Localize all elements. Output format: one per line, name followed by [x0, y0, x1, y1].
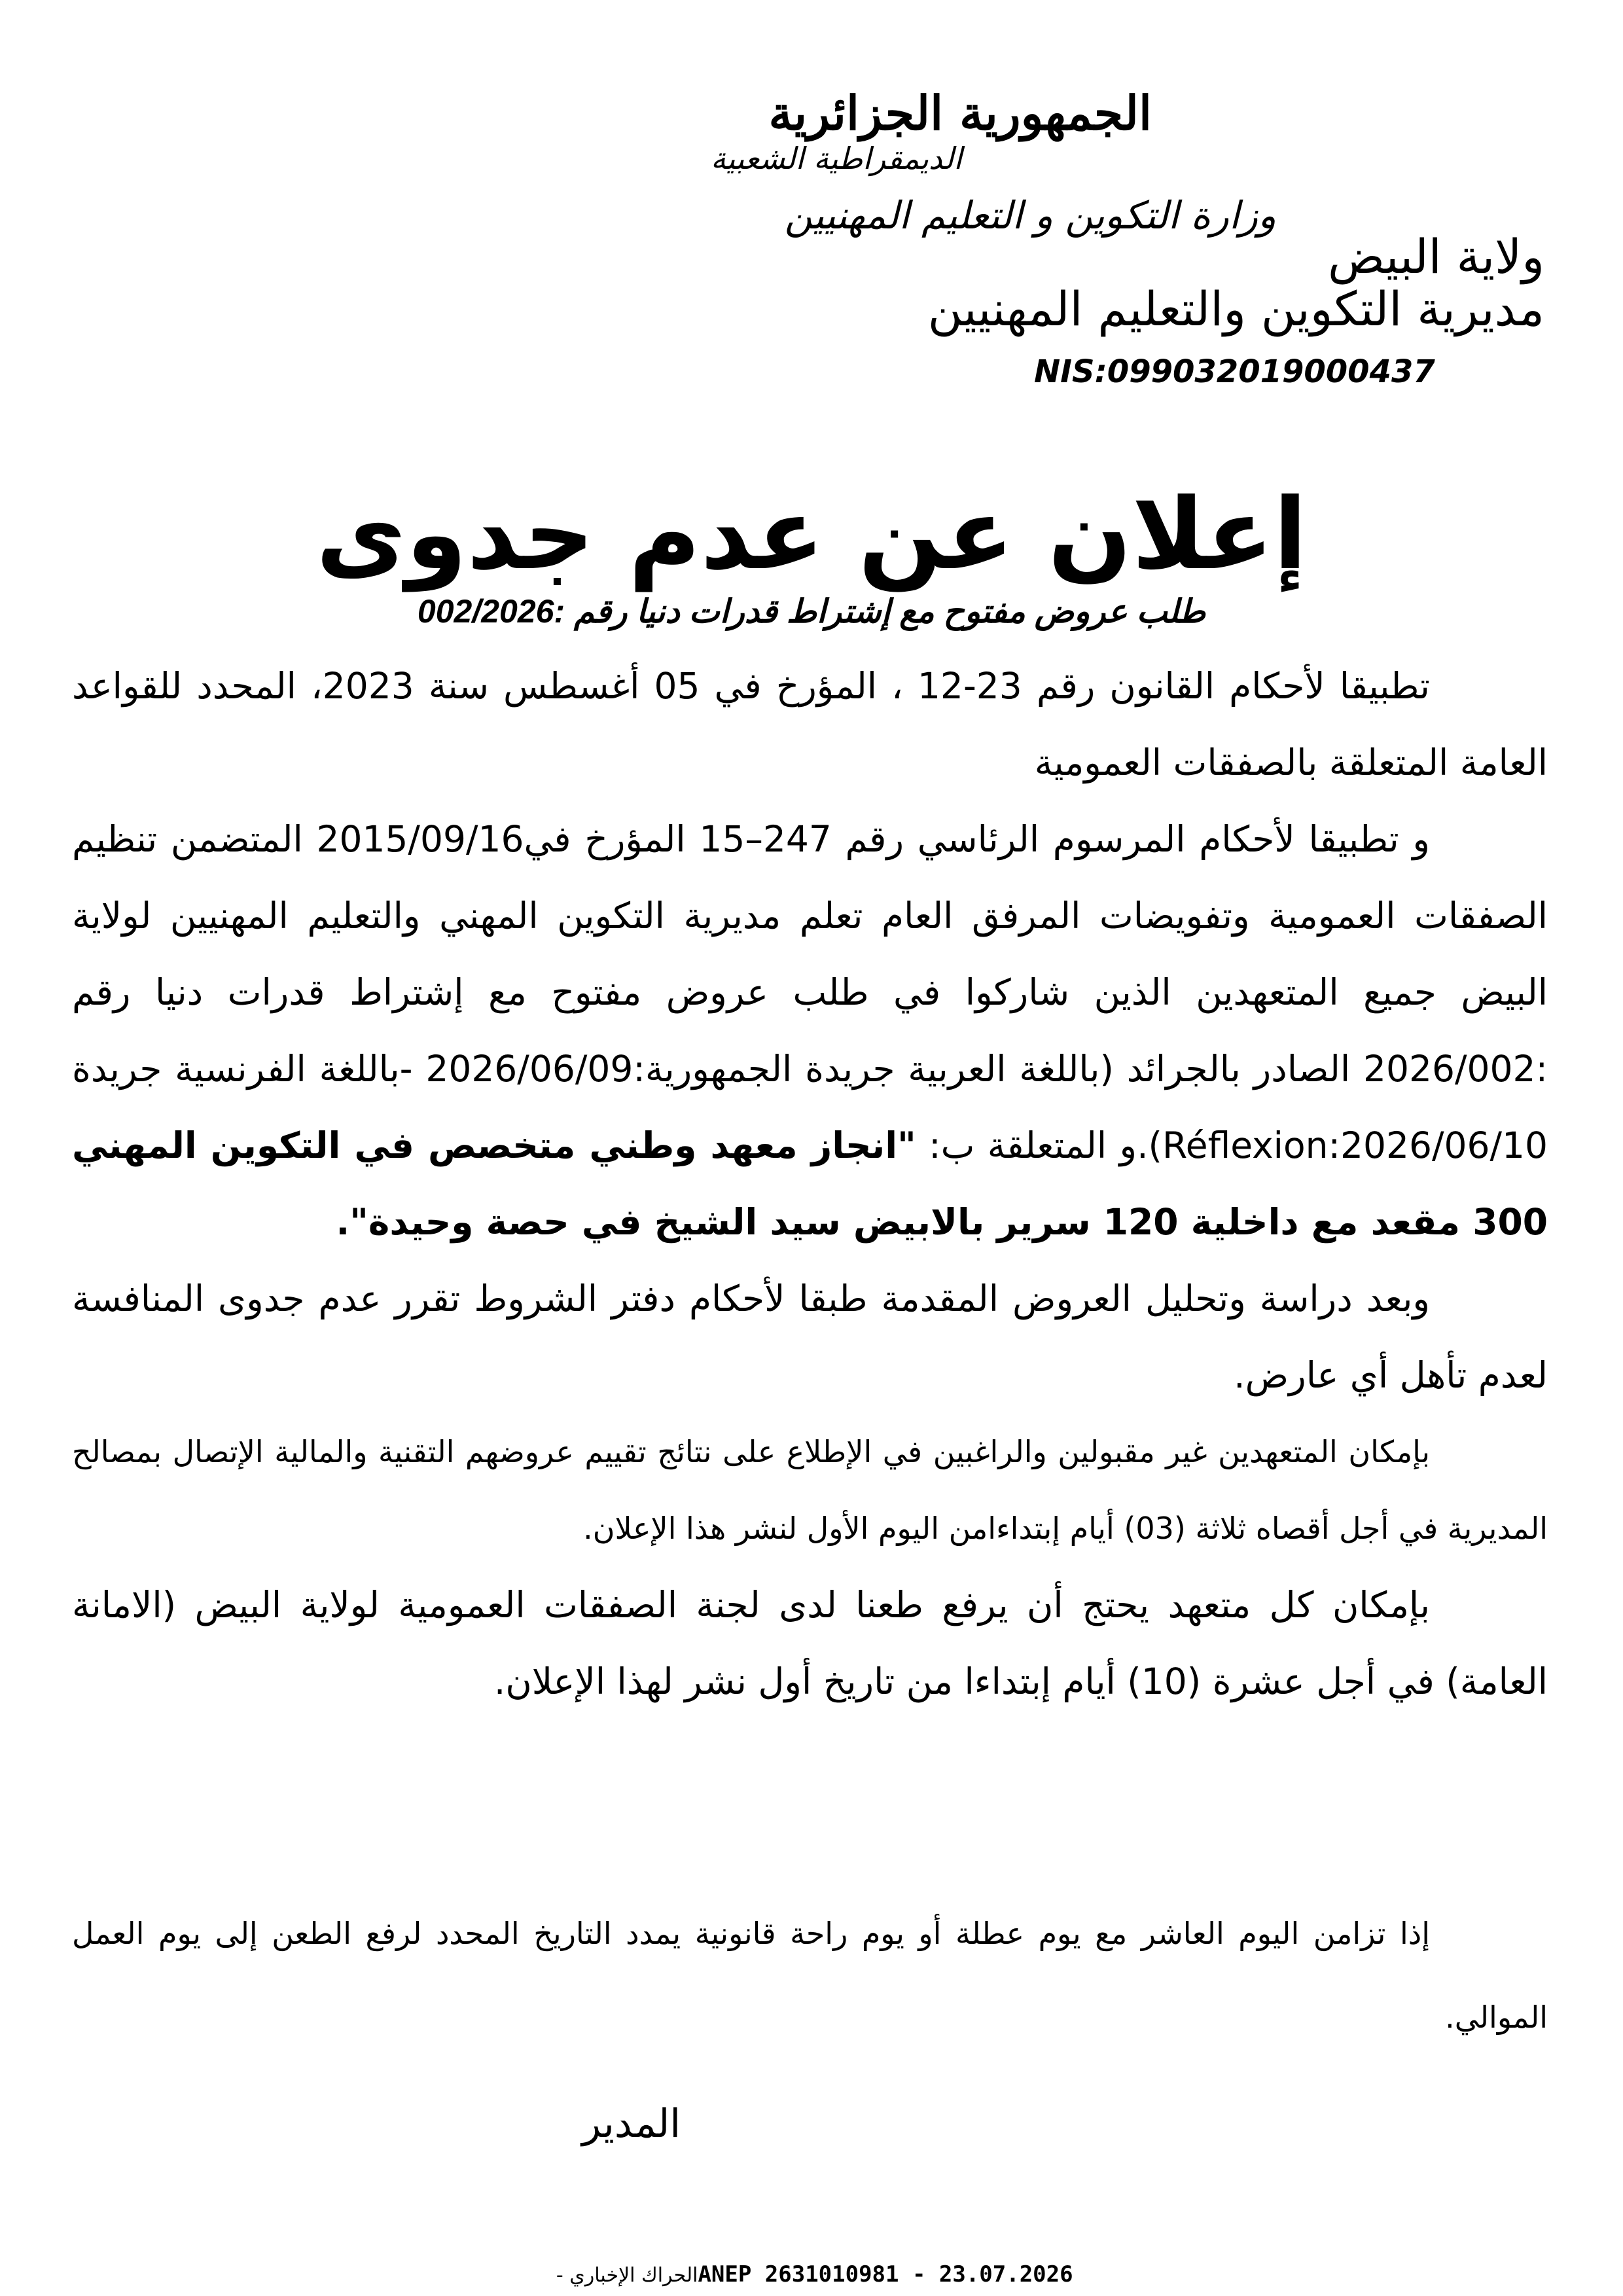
- page-subtitle: طلب عروض مفتوح مع إشتراط قدرات دنيا رقم :002/2026: [417, 593, 1206, 630]
- paragraph-decree: [72, 801, 1548, 1261]
- announcement-body: [72, 648, 1548, 1720]
- header-democratic: الديمقراطية الشعبية: [711, 141, 962, 176]
- footer-reference: ANEP 2631010981 - 23.07.2026: [698, 2261, 1073, 2287]
- holiday-notice-text: إذا تزامن اليوم العاشر مع يوم عطلة أو يوم راحة قانونية يمدد التاريخ المحدد لرفع الطعن إلى يوم العمل الموالي.: [72, 1916, 1548, 2035]
- header-republic: الجمهورية الجزائرية: [768, 85, 1152, 141]
- header-wilaya: ولاية البيض: [1328, 229, 1544, 284]
- project-title: "انجاز معهد وطني متخصص في التكوين المهني 300 مقعد مع داخلية 120 سرير بالابيض سيد الشيخ في حصة وحيدة".: [72, 1124, 1548, 1243]
- header-nis: NIS:099032019000437: [1034, 353, 1435, 390]
- footer-prefix: الحراك الإخباري -: [550, 2264, 698, 2287]
- paragraph-decree-text: و تطبيقا لأحكام المرسوم الرئاسي رقم 247–15 المؤرخ في2015/09/16 المتضمن تنظيم الصفقات العمومية وتفويضات المرفق العام تعلم مديرية التكوين المهني والتعليم المهنيين لولاية البيض جميع المتعهدين الذين شاركوا في طلب عروض مفتوح مع إشتراط قدرات دنيا رقم :2026/002 الصادر بالجرائد (باللغة العربية جريدة الجمهورية:2026/06/09 -باللغة الفرنسية جريدة Réflexion:2026/06/10).و المتعلقة ب:: [72, 818, 1548, 1166]
- paragraph-holiday-notice: [72, 1892, 1548, 2059]
- paragraph-decision: وبعد دراسة وتحليل العروض المقدمة طبقا لأحكام دفتر الشروط تقرر عدم جدوى المنافسة لعدم تأهل أي عارض.: [72, 1278, 1548, 1396]
- signature: المدير: [582, 2101, 681, 2147]
- header-directorate: مديرية التكوين والتعليم المهنيين: [927, 281, 1544, 336]
- paragraph-results: بإمكان المتعهدين غير مقبولين والراغبين في الإطلاع على نتائج تقييم عروضهم التقنية والمالية الإتصال بمصالح المديرية في أجل أقصاه ثلاثة (03) أيام إبتداءامن اليوم الأول لنشر هذا الإعلان.: [72, 1434, 1548, 1546]
- paragraph-appeal: بإمكان كل متعهد يحتج أن يرفع طعنا لدى لجنة الصفقات العمومية لولاية البيض (الامانة العامة) في أجل عشرة (10) أيام إبتداءا من تاريخ أول نشر لهذا الإعلان.: [72, 1584, 1548, 1702]
- header-ministry: وزارة التكوين و التعليم المهنيين: [784, 193, 1276, 238]
- paragraph-law: تطبيقا لأحكام القانون رقم 23-12 ، المؤرخ في 05 أغسطس سنة 2023، المحدد للقواعد العامة المتعلقة بالصفقات العمومية: [72, 665, 1548, 783]
- page-title: إعلان عن عدم جدوى: [315, 478, 1308, 592]
- footer: [0, 2261, 1623, 2287]
